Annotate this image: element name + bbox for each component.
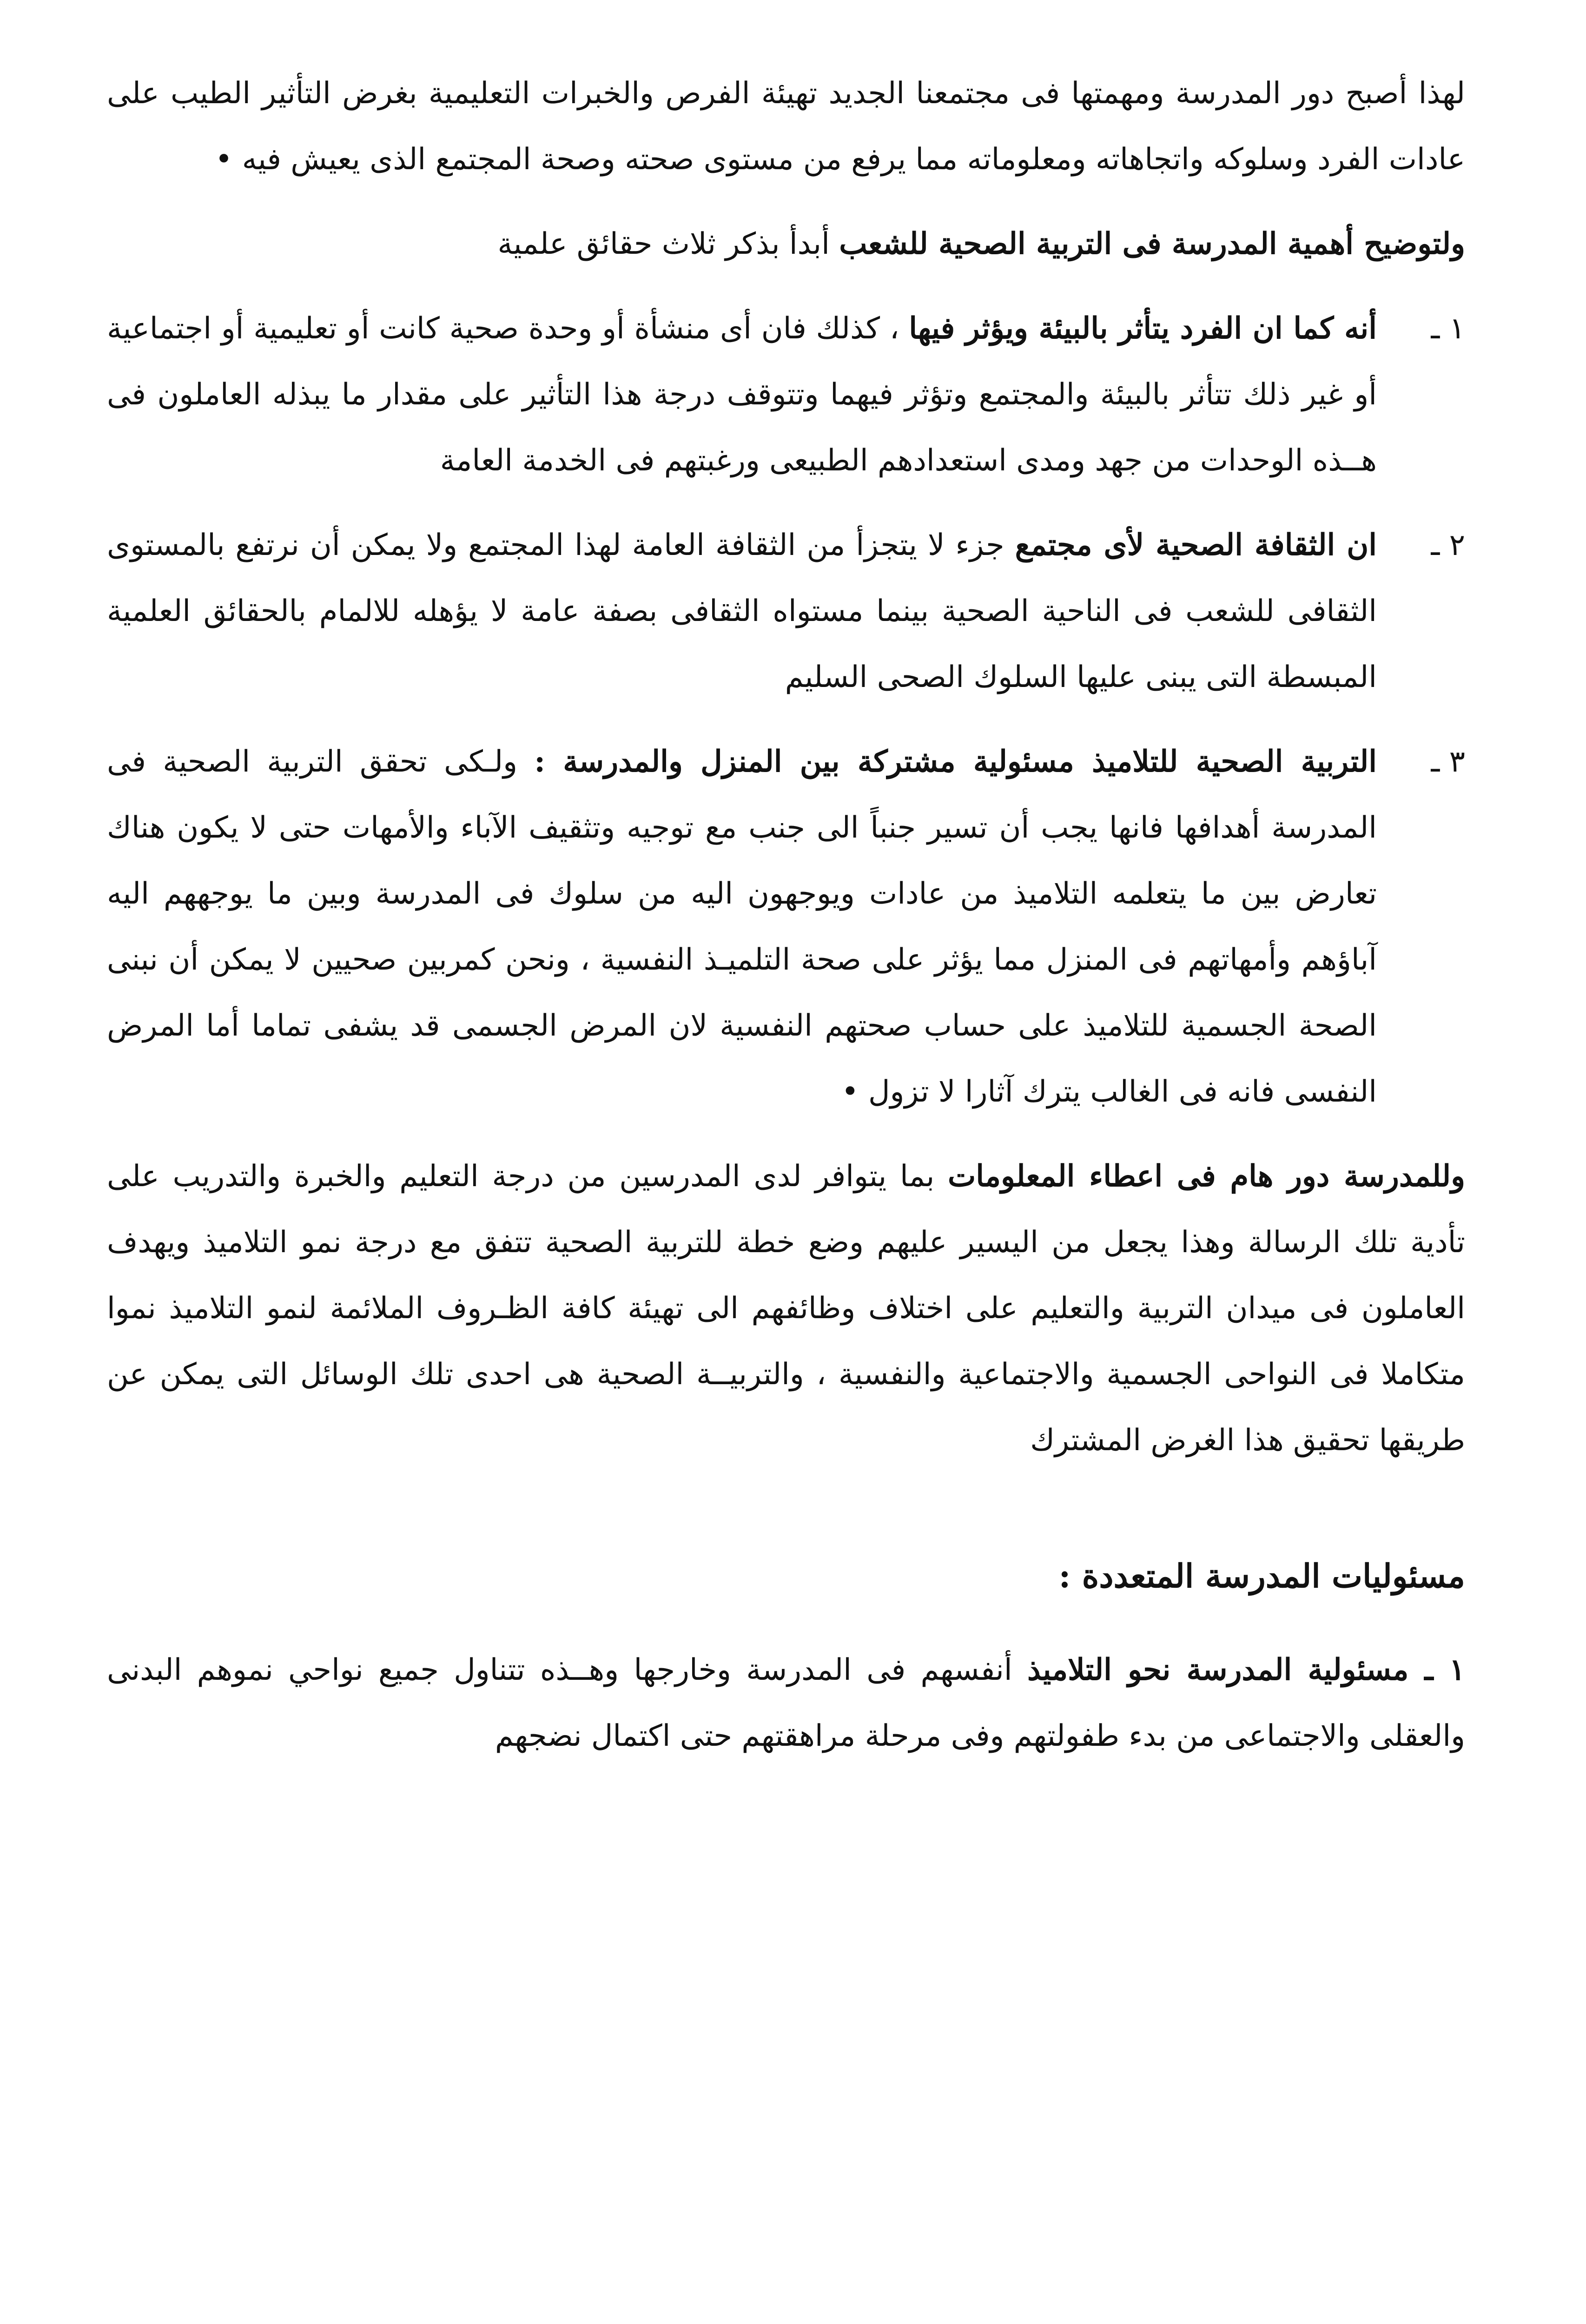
fact-rest: جزء لا يتجزأ من الثقافة العامة لهذا المجتمع ولا يمكن أن نرتفع بالمستوى الثقافى للشعب فى الناحية الصحية بينما مستواه الثقافى بصفة عامة لا يؤهله للالمام بالحقائق العلمية المبسطة التى يبنى عليها السلوك الصحى السليم: [107, 528, 1377, 694]
importance-paragraph: [107, 211, 1465, 277]
fact-item-3: [107, 729, 1465, 1125]
responsibility-rest: أنفسهم فى المدرسة وخارجها وهــذه تتناول جميع نواحي نموهم البدنى والعقلى والاجتماعى من بدء طفولتهم وفى مرحلة مراهقتهم حتى اكتمال نضجهم: [107, 1653, 1465, 1753]
fact-text: [107, 729, 1377, 1125]
fact-bold: أنه كما ان الفرد يتأثر بالبيئة ويؤثر فيها: [909, 311, 1377, 346]
fact-item-2: [107, 512, 1465, 710]
fact-bold: التربية الصحية للتلاميذ مسئولية مشتركة بين المنزل والمدرسة :: [534, 744, 1377, 779]
fact-text: [107, 512, 1377, 710]
fact-text: [107, 296, 1377, 494]
fact-item-1: [107, 296, 1465, 494]
school-role-paragraph: [107, 1143, 1465, 1473]
fact-number: ٣ ـ: [1431, 745, 1465, 779]
responsibility-bold: ١ ـ مسئولية المدرسة نحو التلاميذ: [1027, 1652, 1466, 1687]
responsibilities-heading: مسئوليات المدرسة المتعددة :: [1058, 1557, 1465, 1595]
importance-bold: ولتوضيح أهمية المدرسة فى التربية الصحية للشعب: [839, 226, 1465, 261]
school-role-rest: بما يتوافر لدى المدرسين من درجة التعليم والخبرة والتدريب على تأدية تلك الرسالة وهذا يجعل من اليسير عليهم وضع خطة للتربية الصحية تتفق مع درجة نمو التلاميذ ويهدف العاملون فى ميدان التربية والتعليم على اختلاف وظائفهم الى تهيئة كافة الظـروف الملائمة لنمو التلاميذ نموا متكاملا فى النواحى الجسمية والاجتماعية والنفسية ، والتربيــة الصحية هى احدى تلك الوسائل التى يمكن عن طريقها تحقيق هذا الغرض المشترك: [107, 1159, 1465, 1458]
fact-number: ٢ ـ: [1431, 528, 1465, 562]
importance-rest: أبدأ بذكر ثلاث حقائق علمية: [497, 227, 839, 261]
fact-number: ١ ـ: [1431, 311, 1465, 346]
fact-rest: ولـكى تحقق التربية الصحية فى المدرسة أهدافها فانها يجب أن تسير جنباً الى جنب مع توجيه وتثقيف الآباء والأمهات حتى لا يكون هناك تعارض بين ما يتعلمه التلاميذ من عادات ويوجهون اليه من سلوك فى المدرسة وبين ما يوجههم اليه آباؤهم وأمهاتهم فى المنزل مما يؤثر على صحة التلميـذ النفسية ، ونحن كمربين صحيين لا يمكن أن نبنى الصحة الجسمية للتلاميذ على حساب صحتهم النفسية لان المرض الجسمى قد يشفى تماما أما المرض النفسى فانه فى الغالب يترك آثارا لا تزول •: [107, 745, 1377, 1109]
intro-paragraph: لهذا أصبح دور المدرسة ومهمتها فى مجتمعنا الجديد تهيئة الفرص والخبرات التعليمية بغرض التأثير الطيب على عادات الفرد وسلوكه واتجاهاته ومعلوماته مما يرفع من مستوى صحته وصحة المجتمع الذى يعيش فيه •: [107, 76, 1465, 177]
fact-bold: ان الثقافة الصحية لأى مجتمع: [1015, 528, 1377, 562]
fact-rest: ، كذلك فان أى منشأة أو وحدة صحية كانت أو تعليمية أو اجتماعية أو غير ذلك تتأثر بالبيئة والمجتمع وتؤثر فيهما وتتوقف درجة هذا التأثير على مقدار ما يبذله العاملون فى هــذه الوحدات من جهد ومدى استعدادهم الطبيعى ورغبتهم فى الخدمة العامة: [107, 311, 1377, 478]
school-role-bold: وللمدرسة دور هام فى اعطاء المعلومات: [948, 1159, 1465, 1194]
responsibility-item-1: [107, 1637, 1465, 1769]
